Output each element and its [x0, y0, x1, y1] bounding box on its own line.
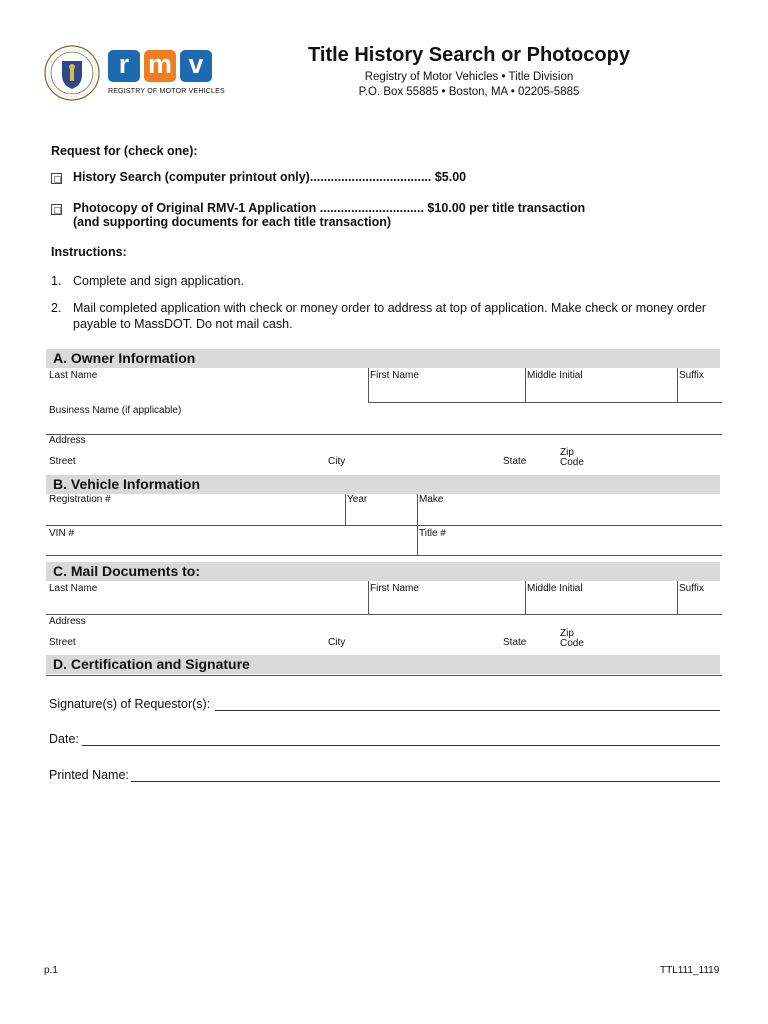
- address-line: P.O. Box 55885 • Boston, MA • 02205-5885: [358, 86, 580, 98]
- owner-middle-initial-field[interactable]: [527, 368, 676, 402]
- registration-label: Registration #: [49, 494, 111, 505]
- instruction-text: Mail completed application with check or money order to address at top of application. Make check or money order: [73, 301, 706, 315]
- mail-zip-label: Code: [560, 638, 584, 649]
- year-label: Year: [347, 494, 368, 505]
- mail-last-name-field[interactable]: [49, 581, 367, 614]
- section-d-header: [46, 655, 720, 674]
- mail-suffix-field[interactable]: [679, 581, 721, 614]
- mail-middle-initial-field[interactable]: [527, 581, 676, 614]
- printed-name-label: Printed Name:: [49, 768, 129, 782]
- owner-suffix-field[interactable]: [679, 368, 721, 402]
- owner-city-label: City: [328, 456, 346, 467]
- form-id: TTL111_1119: [660, 965, 720, 976]
- printed-name-field[interactable]: [131, 765, 720, 782]
- mail-street-label: Street: [49, 637, 76, 648]
- rmv-logo: [108, 49, 225, 98]
- divider: [677, 368, 678, 403]
- divider: [368, 581, 369, 615]
- divider: [46, 555, 722, 556]
- divider: [46, 434, 722, 435]
- make-label: Make: [419, 494, 444, 505]
- make-field[interactable]: [419, 494, 721, 524]
- registration-field[interactable]: [49, 494, 344, 524]
- page-title: Title History Search or Photocopy: [308, 44, 630, 66]
- divider: [368, 368, 369, 403]
- divider: [368, 402, 722, 403]
- instructions-heading: Instructions:: [51, 245, 127, 259]
- owner-first-name-label: First Name: [370, 370, 419, 381]
- section-d-title: D. Certification and Signature: [53, 656, 250, 672]
- history-search-checkbox[interactable]: [51, 173, 62, 184]
- owner-last-name-field[interactable]: [49, 368, 367, 402]
- mail-last-name-label: Last Name: [49, 583, 98, 594]
- vin-label: VIN #: [49, 528, 75, 539]
- mail-state-label: State: [503, 637, 527, 648]
- instruction-text: payable to MassDOT. Do not mail cash.: [73, 317, 293, 331]
- section-c-title: C. Mail Documents to:: [53, 563, 201, 579]
- owner-suffix-label: Suffix: [679, 370, 704, 381]
- rmv-logo-letter: v: [180, 50, 212, 82]
- mail-middle-initial-label: Middle Initial: [527, 583, 583, 594]
- massachusetts-seal-icon: [44, 45, 100, 101]
- business-name-field[interactable]: [49, 404, 721, 434]
- owner-middle-initial-label: Middle Initial: [527, 370, 583, 381]
- business-name-label: Business Name (if applicable): [49, 405, 182, 416]
- owner-zip-label: Code: [560, 457, 584, 468]
- instruction-number: 2.: [51, 301, 62, 315]
- mail-address-field[interactable]: [49, 616, 721, 650]
- owner-first-name-field[interactable]: [370, 368, 524, 402]
- divider: [345, 494, 346, 525]
- mail-first-name-label: First Name: [370, 583, 419, 594]
- section-a-title: A. Owner Information: [53, 350, 196, 366]
- mail-address-label: Address: [49, 616, 86, 627]
- instruction-number: 1.: [51, 274, 62, 288]
- mail-zip-label: Zip: [560, 628, 574, 639]
- photocopy-sublabel: (and supporting documents for each title transaction): [73, 215, 392, 229]
- section-b-title: B. Vehicle Information: [53, 476, 201, 492]
- date-field[interactable]: [82, 729, 720, 746]
- owner-address-label: Address: [49, 435, 86, 446]
- mail-suffix-label: Suffix: [679, 583, 704, 594]
- owner-last-name-label: Last Name: [49, 370, 98, 381]
- rmv-logo-letter: r: [108, 50, 140, 82]
- mail-first-name-field[interactable]: [370, 581, 524, 614]
- request-heading: Request for (check one):: [51, 144, 198, 158]
- section-c-header: [46, 562, 720, 581]
- title-number-label: Title #: [419, 528, 446, 539]
- divider: [525, 368, 526, 403]
- vin-field[interactable]: [49, 526, 416, 555]
- mail-city-label: City: [328, 637, 346, 648]
- divider: [46, 675, 722, 676]
- owner-zip-label: Zip: [560, 447, 574, 458]
- signature-field[interactable]: [215, 694, 720, 711]
- section-b-header: [46, 475, 720, 494]
- owner-street-label: Street: [49, 456, 76, 467]
- divider: [525, 581, 526, 615]
- divider: [46, 614, 722, 615]
- history-search-label: History Search (computer printout only)................................... $5.00: [73, 170, 467, 184]
- year-field[interactable]: [347, 494, 416, 524]
- divider: [677, 581, 678, 615]
- owner-state-label: State: [503, 456, 527, 467]
- date-label: Date:: [49, 732, 79, 746]
- owner-address-field[interactable]: [49, 436, 721, 468]
- page-number: p.1: [44, 965, 58, 976]
- photocopy-label: Photocopy of Original RMV-1 Application .............................. $10.00 per title transaction: [73, 201, 586, 215]
- title-number-field[interactable]: [419, 526, 721, 555]
- signature-label: Signature(s) of Requestor(s):: [49, 697, 211, 711]
- section-a-header: [46, 349, 720, 368]
- instruction-text: Complete and sign application.: [73, 274, 244, 288]
- rmv-logo-subtitle: REGISTRY OF MOTOR VEHICLES: [108, 88, 225, 95]
- photocopy-checkbox[interactable]: [51, 204, 62, 215]
- rmv-logo-letter: m: [144, 50, 176, 82]
- agency-line: Registry of Motor Vehicles • Title Division: [364, 71, 574, 83]
